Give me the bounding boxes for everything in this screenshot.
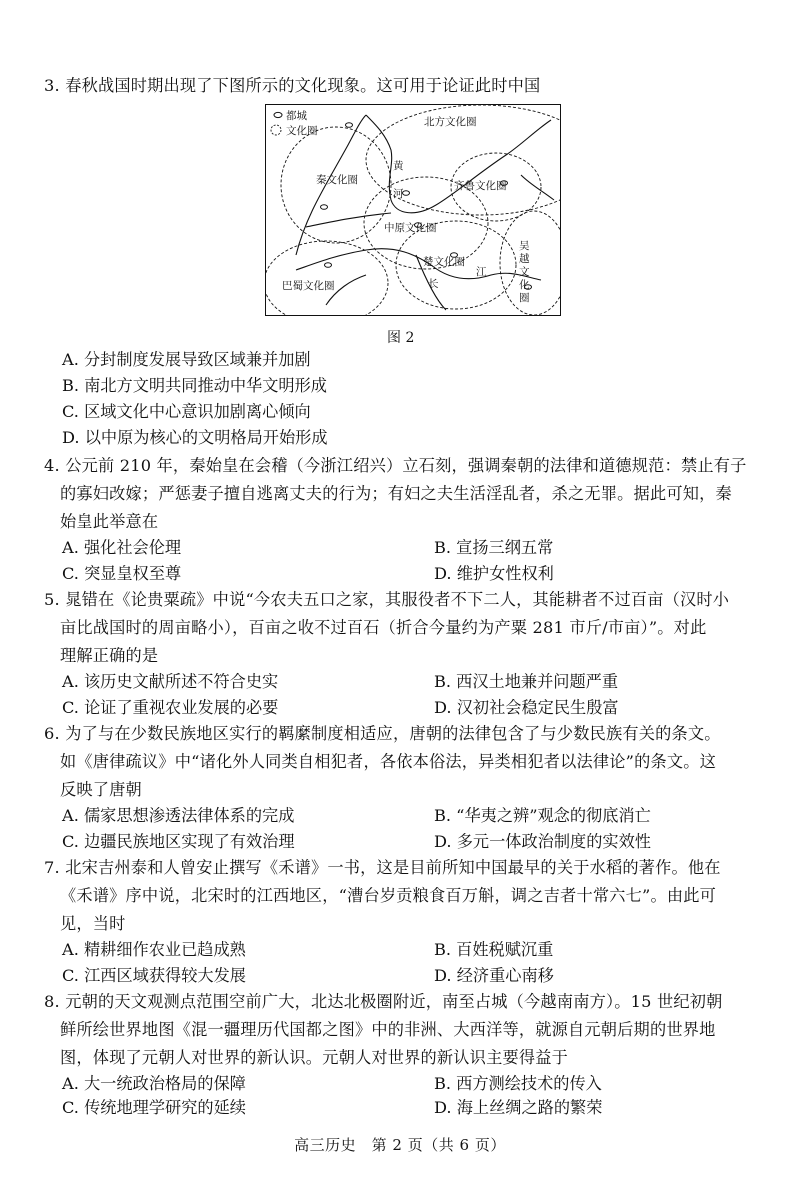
q7-option-d[interactable]: D. 经济重心南移 <box>434 966 554 985</box>
q5-option-c[interactable]: C. 论证了重视农业发展的必要 <box>62 698 279 717</box>
q7-option-a[interactable]: A. 精耕细作农业已趋成熟 <box>62 940 246 959</box>
label-qin: 秦文化圈 <box>316 174 358 186</box>
q6-line-2: 如《唐律疏议》中“诸化外人同类自相犯者，各依本俗法，异类相犯者以法律论”的条文。这 <box>60 752 717 771</box>
label-north: 北方文化圈 <box>424 116 477 128</box>
q8-option-c[interactable]: C. 传统地理学研究的延续 <box>62 1098 246 1117</box>
q7-option-b[interactable]: B. 百姓税赋沉重 <box>434 940 554 959</box>
label-chang: 长 <box>428 278 439 290</box>
q4-line-3: 始皇此举意在 <box>60 512 159 531</box>
label-qilu: 齐鲁文化圈 <box>454 180 507 192</box>
q8-option-d[interactable]: D. 海上丝绸之路的繁荣 <box>434 1098 603 1117</box>
label-bashu: 巴蜀文化圈 <box>282 280 335 292</box>
q4-line-2: 的寡妇改嫁；严惩妻子擅自逃离丈夫的行为；有妇之夫生活淫乱者，杀之无罪。据此可知，秦 <box>60 484 732 503</box>
q3-option-d[interactable]: D. 以中原为核心的文明格局开始形成 <box>62 428 328 447</box>
label-chu: 楚文化圈 <box>423 256 465 268</box>
legend-capital-label: 都城 <box>286 110 307 122</box>
q5-line-2: 亩比战国时的周亩略小），百亩之收不过百石（折合今量约为产粟 281 市斤/市亩）”。对此 <box>60 618 707 637</box>
q8-line-2: 鲜所绘世界地图《混一疆理历代国都之图》中的非洲、大西洋等，就源自元朝后期的世界地 <box>60 1020 716 1039</box>
capital-marker <box>403 191 410 196</box>
q3-option-c[interactable]: C. 区域文化中心意识加剧离心倾向 <box>62 402 311 421</box>
q7-line-2: 《禾谱》序中说，北宋时的江西地区，“漕台岁贡粮食百万斛，调之吉者十常六七”。由此可 <box>60 886 717 905</box>
q5-option-a[interactable]: A. 该历史文献所述不符合史实 <box>62 672 279 691</box>
label-he: 河 <box>393 188 404 200</box>
label-wuyue-4: 化 <box>519 279 530 291</box>
label-huang: 黄 <box>393 160 404 172</box>
yangtze-river <box>296 249 541 280</box>
map-svg <box>266 105 560 315</box>
q3-option-b[interactable]: B. 南北方文明共同推动中华文明形成 <box>62 376 327 395</box>
q5-option-d[interactable]: D. 汉初社会稳定民生殷富 <box>434 698 619 717</box>
legend-circle-label: 文化圈 <box>286 125 318 137</box>
q5-line-3: 理解正确的是 <box>60 646 159 665</box>
page-footer: 高三历史 第 2 页（共 6 页） <box>294 1136 506 1154</box>
label-jiang: 江 <box>476 266 487 278</box>
q5-line-1: 5. 晁错在《论贵粟疏》中说“今农夫五口之家，其服役者不下二人，其能耕者不过百亩（汉时小 <box>44 590 730 609</box>
q8-option-a[interactable]: A. 大一统政治格局的保障 <box>62 1074 246 1093</box>
ji-river <box>521 175 554 200</box>
capital-marker <box>325 263 332 268</box>
figure-caption: 图 2 <box>387 330 415 346</box>
capital-marker <box>321 205 328 210</box>
rivers <box>296 115 554 310</box>
q7-option-c[interactable]: C. 江西区域获得较大发展 <box>62 966 246 985</box>
q8-line-1: 8. 元朝的天文观测点范围空前广大，北达北极圈附近，南至占城（今越南南方）。15 世纪初朝 <box>44 992 723 1011</box>
q4-option-a[interactable]: A. 强化社会伦理 <box>62 538 182 557</box>
culture-circle-map <box>265 104 561 316</box>
legend-circle-icon <box>271 125 281 135</box>
q6-line-1: 6. 为了与在少数民族地区实行的羁縻制度相适应，唐朝的法律包含了与少数民族有关的条文。 <box>44 724 721 743</box>
q4-option-d[interactable]: D. 维护女性权利 <box>434 564 554 583</box>
label-wuyue-5: 圈 <box>519 292 530 304</box>
q3-stem: 3. 春秋战国时期出现了下图所示的文化现象。这可用于论证此时中国 <box>44 76 541 95</box>
q4-option-c[interactable]: C. 突显皇权至尊 <box>62 564 182 583</box>
q3-option-a[interactable]: A. 分封制度发展导致区域兼并加剧 <box>62 350 311 369</box>
q7-line-1: 7. 北宋吉州泰和人曾安止撰写《禾谱》一书，这是目前所知中国最早的关于水稻的著作。他在 <box>44 858 721 877</box>
q6-option-d[interactable]: D. 多元一体政治制度的实效性 <box>434 832 651 851</box>
q6-option-c[interactable]: C. 边疆民族地区实现了有效治理 <box>62 832 295 851</box>
circle-wuyue <box>500 211 560 315</box>
legend-capital-icon <box>274 112 282 117</box>
label-wuyue-2: 越 <box>519 253 530 265</box>
q6-line-3: 反映了唐朝 <box>60 780 142 799</box>
q8-line-3: 图，体现了元朝人对世界的新认识。元朝人对世界的新认识主要得益于 <box>60 1048 569 1067</box>
q8-option-b[interactable]: B. 西方测绘技术的传入 <box>434 1074 602 1093</box>
q4-line-1: 4. 公元前 210 年，秦始皇在会稽（今浙江绍兴）立石刻，强调秦朝的法律和道德规范：禁止有子 <box>44 456 747 475</box>
q4-option-b[interactable]: B. 宣扬三纲五常 <box>434 538 554 557</box>
label-wuyue-3: 文 <box>519 266 530 278</box>
q6-option-a[interactable]: A. 儒家思想渗透法律体系的完成 <box>62 806 295 825</box>
wei-river <box>306 213 391 227</box>
label-wuyue-1: 吴 <box>519 240 530 252</box>
q5-option-b[interactable]: B. 西汉土地兼并问题严重 <box>434 672 619 691</box>
q7-line-3: 见，当时 <box>60 914 126 933</box>
label-zhongyuan: 中原文化圈 <box>384 222 437 234</box>
q6-option-b[interactable]: B. “华夷之辨”观念的彻底消亡 <box>434 806 651 825</box>
capital-marker <box>346 123 353 128</box>
